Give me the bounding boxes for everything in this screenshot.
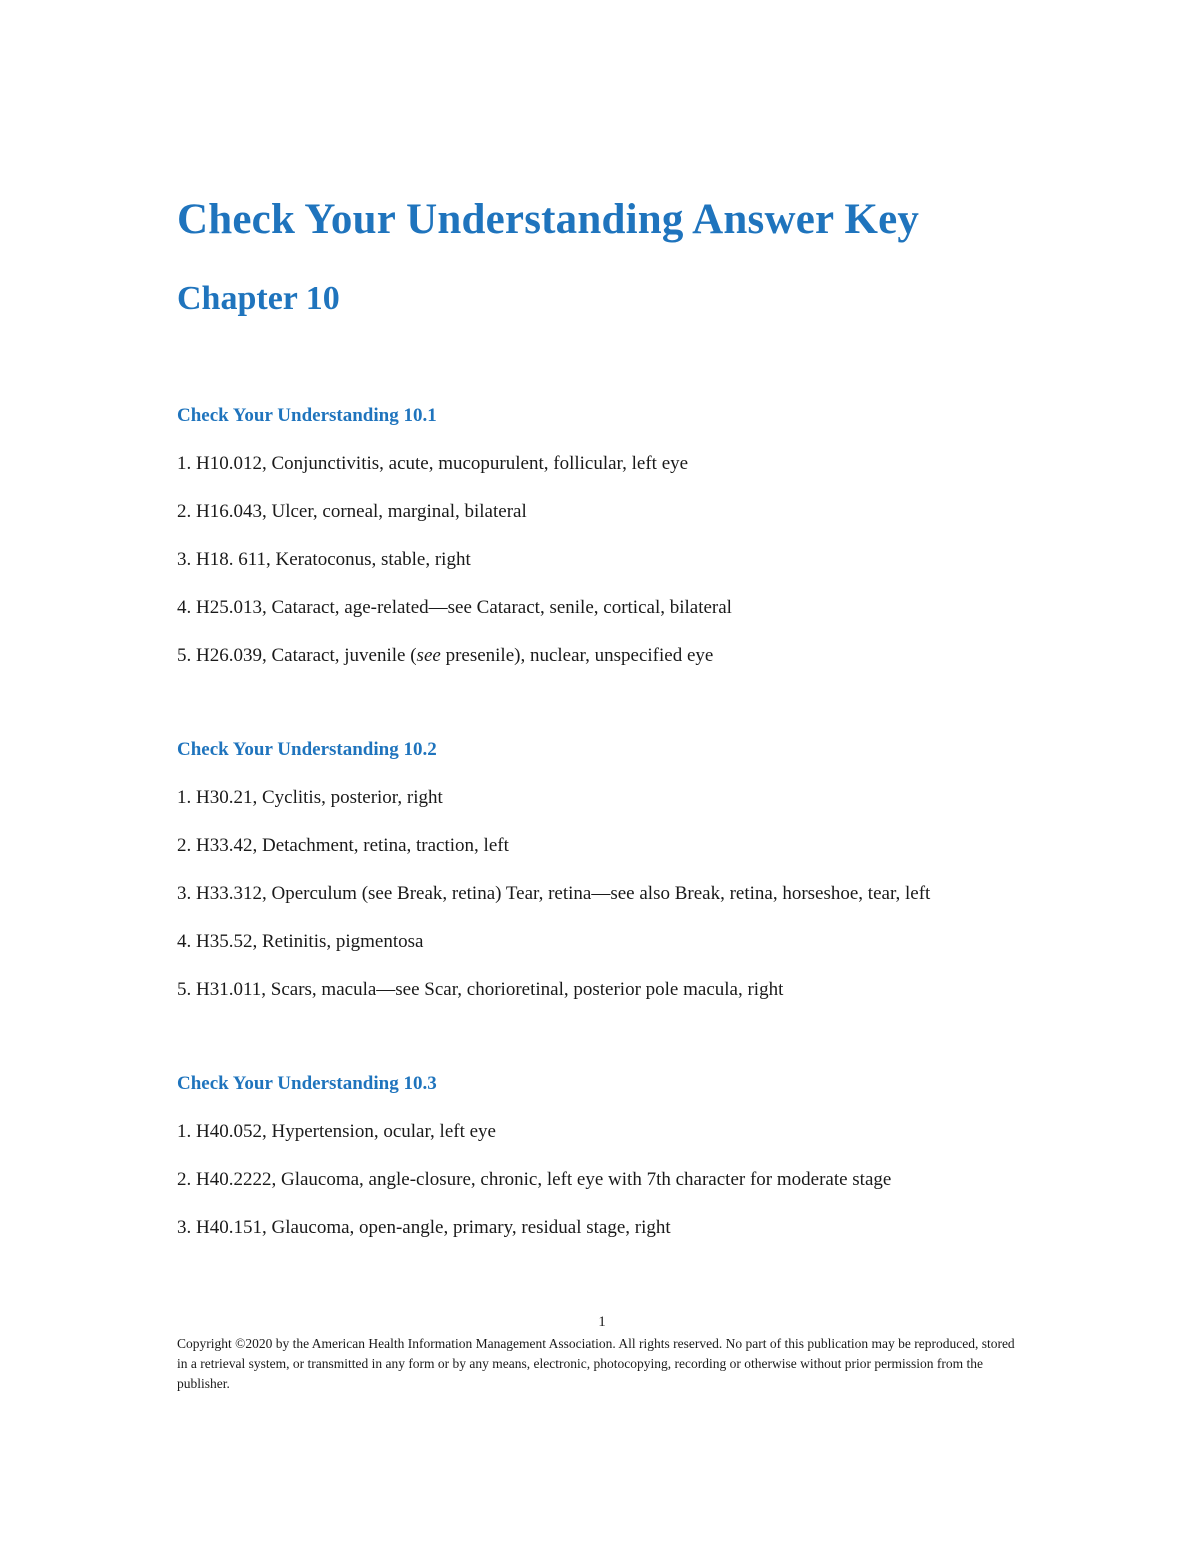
section-heading: Check Your Understanding 10.2 — [177, 739, 437, 760]
section-heading: Check Your Understanding 10.1 — [177, 405, 437, 426]
answer-item: 3. H18. 611, Keratoconus, stable, right — [177, 549, 471, 570]
page-content — [177, 190, 1027, 1241]
answer-item: 2. H40.2222, Glaucoma, angle-closure, chronic, left eye with 7th character for moderate stage — [177, 1169, 892, 1190]
section-10-1 — [177, 403, 1027, 669]
copyright-notice: Copyright ©2020 by the American Health Information Management Association. All rights reserved. No part of this publication may be reproduced, stored in a retrieval system, or transmitted in any form or by any means, electronic, photocopying, recording or otherwise without prior permission from the publisher. — [177, 1336, 1015, 1391]
answer-item: 3. H33.312, Operculum (see Break, retina) Tear, retina—see also Break, retina, horseshoe, tear, left — [177, 883, 931, 904]
answer-item: 1. H30.21, Cyclitis, posterior, right — [177, 787, 443, 808]
answer-text-italic: see — [416, 645, 441, 666]
answer-text-after: presenile), nuclear, unspecified eye — [440, 645, 714, 666]
answer-item: 4. H25.013, Cataract, age-related—see Cataract, senile, cortical, bilateral — [177, 597, 732, 618]
answer-item: 4. H35.52, Retinitis, pigmentosa — [177, 931, 424, 952]
answer-list — [177, 784, 1027, 1003]
answer-item: 1. H10.012, Conjunctivitis, acute, mucopurulent, follicular, left eye — [177, 453, 689, 474]
answer-item: 2. H33.42, Detachment, retina, traction, left — [177, 835, 509, 856]
section-heading: Check Your Understanding 10.3 — [177, 1073, 437, 1094]
section-10-3 — [177, 1071, 1027, 1241]
answer-item: 1. H40.052, Hypertension, ocular, left eye — [177, 1121, 496, 1142]
document-title: Check Your Understanding Answer Key — [177, 196, 920, 243]
chapter-title: Chapter 10 — [177, 280, 340, 317]
answer-text-before: 5. H26.039, Cataract, juvenile ( — [177, 645, 417, 666]
answer-item: 2. H16.043, Ulcer, corneal, marginal, bilateral — [177, 501, 527, 522]
answer-list — [177, 1118, 1027, 1241]
answer-item — [177, 642, 1027, 669]
answer-item: 3. H40.151, Glaucoma, open-angle, primary, residual stage, right — [177, 1217, 671, 1238]
answer-item: 5. H31.011, Scars, macula—see Scar, chorioretinal, posterior pole macula, right — [177, 979, 784, 1000]
section-10-2 — [177, 737, 1027, 1003]
page-number: 1 — [598, 1314, 606, 1330]
page-footer — [177, 1312, 1027, 1394]
answer-list — [177, 450, 1027, 669]
